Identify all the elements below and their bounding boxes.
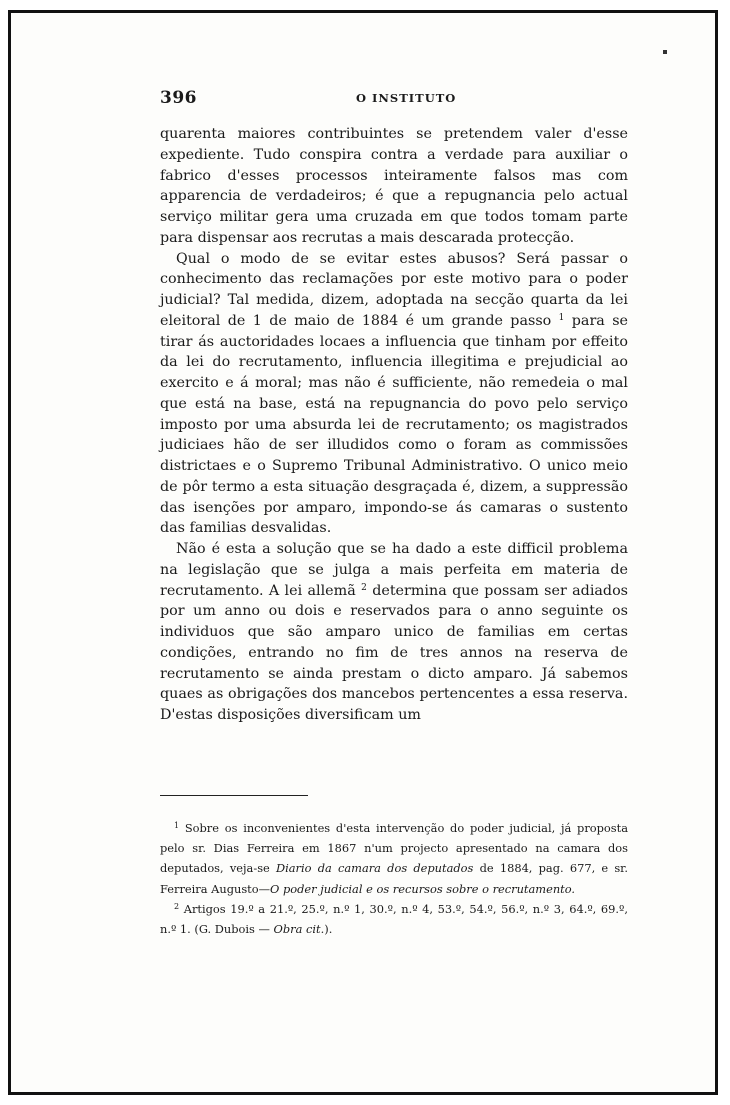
footnote-1-text-a: Sobre os inconvenientes d'esta intervenção do poder judicial, já proposta pelo sr. Dias Ferreira em 1867 n'um projecto apresentado na camara dos deputados, veja-se [160,821,628,876]
footnote-ref-2[interactable]: 2 [361,582,367,593]
footnote-2-end: ). [324,922,333,937]
paragraph-3-text-a: Não é esta a solução que se ha dado a este difficil problema na legislação que se julga a mais perfeita em materia de recrutamento. A lei allemã [160,541,628,599]
margin-mark [663,50,667,54]
page-number: 396 [160,88,197,108]
paragraph-1 [160,124,628,249]
footnote-1-italic-a: Diario da camara dos deputados [275,861,474,876]
footnote-1-marker: 1 [174,821,180,830]
footnote-divider [160,795,308,796]
footnote-ref-1[interactable]: 1 [558,312,565,323]
footnote-2-marker: 2 [174,901,180,911]
footnote-1-italic-b: O poder judicial e os recursos sobre o recrutamento. [270,881,576,896]
paragraph-2-text-a: Qual o modo de se evitar estes abusos? Será passar o conhecimento das reclamações por este motivo para o poder judicial? Tal medida, dizem, adoptada na secção quarta da lei eleitoral de 1 de maio de 1884 é um grande passo [160,250,628,329]
body-text [160,124,628,726]
footnotes [160,818,628,939]
paragraph-3 [160,539,628,726]
page-header [160,88,628,110]
footnote-2 [160,899,628,939]
running-title: O INSTITUTO [356,91,457,105]
footnote-2-text: Artigos 19.º a 21.º, 25.º, n.º 1, 30.º, n.º 4, 53.º, 54.º, 56.º, n.º 3, 64.º, 69.º, n.º 1. (G. Dubois — [160,901,629,937]
paragraph-3-text-b: determina que possam ser adiados por um anno ou dois e reservados para o anno seguinte os individuos que são amparo unico de familias em certas condições, entrando no fim de tres annos na reserva de recrutamento se ainda prestam o dicto amparo. Já sabemos quaes as obrigações dos mancebos pertencentes a essa reserva. D'estas disposições diversificam um [160,582,629,723]
footnote-2-italic: Obra cit. [273,922,325,937]
paragraph-2 [160,249,628,540]
footnote-1 [160,818,628,899]
paragraph-2-text-b: para se tirar ás auctoridades locaes a influencia que tinham por effeito da lei do recrutamento, influencia illegitima e prejudicial ao exercito e á moral; mas não é sufficiente, não remedeia o mal que está na base, está na repugnancia do povo pelo serviço imposto por uma absurda lei de recrutamento; os magistrados judiciaes hão de ser illudidos como o foram as commissões districtaes e o Supremo Tribunal Administrativo. O unico meio de pôr termo a esta situação desgraçada é, dizem, a suppressão das isenções por amparo, impondo-se ás camaras o sustento das familias desvalidas. [160,312,628,537]
paragraph-1-text: quarenta maiores contribuintes se pretendem valer d'esse expediente. Tudo conspira contra a verdade para auxiliar o fabrico d'esses processos inteiramente falsos mas com apparencia de verdadeiros; é que a repugnancia pelo actual serviço militar gera uma cruzada em que todos tomam parte para dispensar aos recrutas a mais descarada protecção. [160,126,628,246]
footnote-1-text-b: de 1884, pag. 677, e sr. Ferreira Augusto— [160,861,628,896]
